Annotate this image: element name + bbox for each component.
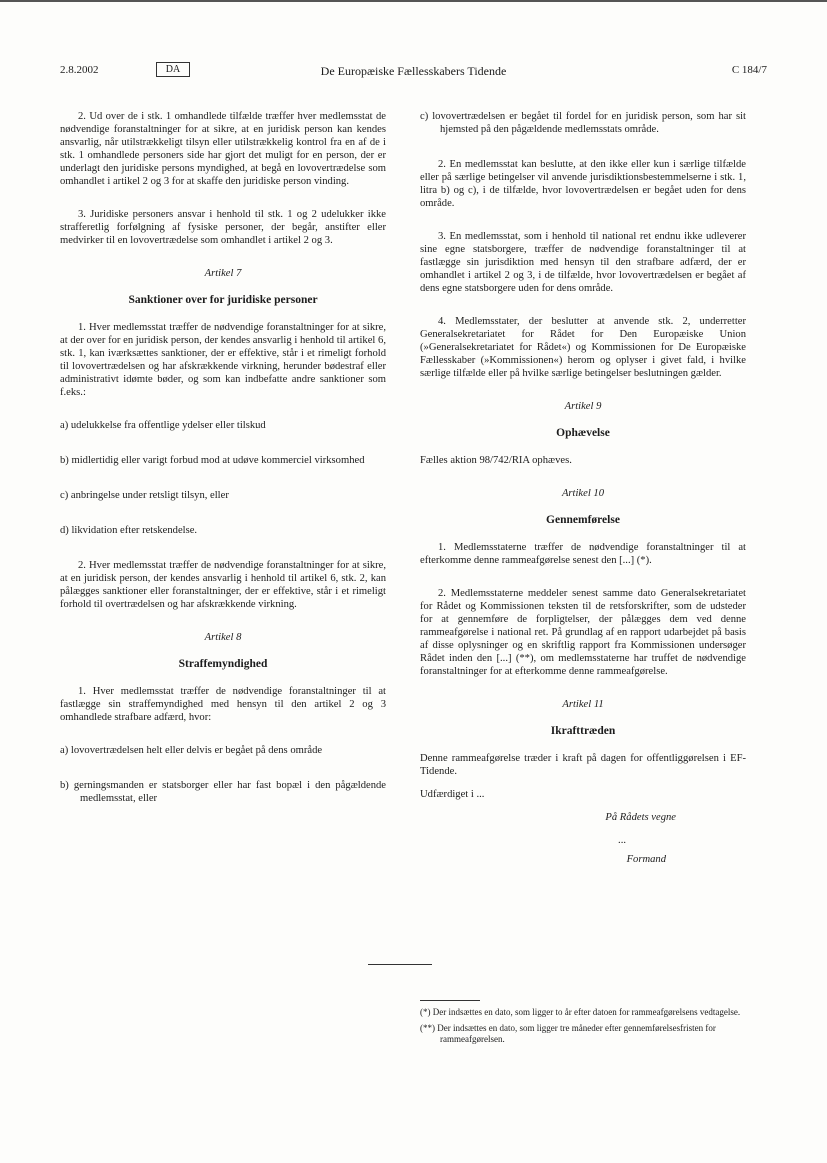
list-item: b) gerningsmanden er statsborger eller har fast bopæl i den pågældende medlemsstat, eller — [60, 780, 386, 804]
paragraph-10-1: 1. Medlemsstaterne træffer de nødvendige foranstaltninger til at efterkomme denne rammeafgørelse senest den [...] (*). — [420, 542, 746, 566]
paragraph-8-2: 2. En medlemsstat kan beslutte, at den ikke eller kun i særlige tilfælde eller på særlige betingelser vil anvende jurisdiktionsbestemmelserne i stk. 1, litra b) og c), i de tilfælde, hvor lovovertrædelsen er begået uden for dens område. — [420, 159, 746, 209]
page-header — [60, 62, 767, 82]
language-badge: DA — [156, 62, 190, 77]
end-separator — [368, 964, 432, 965]
article-9-title: Ophævelse — [556, 427, 610, 439]
article-7-heading: Artikel 7 — [204, 268, 242, 279]
list-item: c) anbringelse under retsligt tilsyn, eller — [60, 490, 229, 501]
page-number: C 184/7 — [731, 64, 767, 76]
footnote: (*) Der indsættes en dato, som ligger to år efter datoen for rammeafgørelsens vedtagelse. — [420, 1007, 741, 1017]
signature-dots: ... — [618, 835, 626, 846]
paragraph-10-2: 2. Medlemsstaterne meddeler senest samme dato Generalsekretariatet for Rådet og Kommissionen teksten til de retsforskrifter, som de udsteder for at gennemføre de forpligtelser, der pålægges dem ved denne rammeafgørelse i national ret. På grundlag af en rapport udarbejdet på basis af disse oplysninger og en skriftlig rapport fra Kommissionen undersøger Rådet inden den [...] (**), om medlemsstaterne har truffet de nødvendige foranstaltninger for at efterkomme denne rammeafgørelse. — [420, 588, 746, 677]
list-item: b) midlertidig eller varigt forbud mod at udøve kommerciel virksomhed — [60, 455, 365, 466]
article-10-heading: Artikel 10 — [561, 488, 605, 499]
article-11-heading: Artikel 11 — [562, 699, 604, 710]
article-9-heading: Artikel 9 — [564, 401, 602, 412]
footnote: (**) Der indsættes en dato, som ligger tre måneder efter gennemførelsesfristen for rammeafgørelsen. — [420, 1023, 716, 1044]
paragraph-8-3: 3. En medlemsstat, som i henhold til national ret endnu ikke udleverer sine egne statsborgere, træffer de nødvendige foranstaltninger til at fastlægge sin jurisdiktion med hensyn til den strafbare adfærd, der er omhandlet i artikel 2 og 3, i de tilfælde, hvor lovovertrædelsen er begået af dens egne statsborgere uden for dens område. — [420, 231, 746, 294]
paragraph-8-1: 1. Hver medlemsstat træffer de nødvendige foranstaltninger til at fastlægge sin straffemyndighed med hensyn til den artikel 2 og 3 omhandlede strafbare adfærd, hvor: — [60, 686, 386, 723]
list-item: c) lovovertrædelsen er begået til fordel for en juridisk person, som har sit hjemsted på den pågældende medlemsstats område. — [420, 111, 746, 135]
done-at: Udfærdiget i ... — [420, 789, 485, 800]
header-date: 2.8.2002 — [60, 64, 99, 76]
signature-council: På Rådets vegne — [605, 812, 676, 823]
article-11-title: Ikrafttræden — [550, 725, 616, 737]
paragraph-11: Denne rammeafgørelse træder i kraft på dagen for offentliggørelsen i EF-Tidende. — [420, 753, 746, 777]
left-column — [60, 110, 386, 827]
paragraph-8-4: 4. Medlemsstater, der beslutter at anvende stk. 2, underretter Generalsekretariatet for Rådet for Den Europæiske Union (»Generalsekretariatet for Rådet«) og Kommissionen for De Europæiske Fællesskaber (»Kommissionen«) herom og oplyser i givet fald, i hvilke særlige tilfælde eller på hvilke særlige betingelser beslutningen gælder. — [420, 316, 746, 379]
paragraph-6-2: 2. Ud over de i stk. 1 omhandlede tilfælde træffer hver medlemsstat de nødvendige foranstaltninger for at sikre, at en juridisk person kan kendes ansvarlig, når utilstrækkeligt tilsyn eller utilstrækkelig kontrol fra en af de i stk. 1 omhandlede personers side har gjort det muligt for en person, der er underlagt den juridiske persons myndighed, at begå en lovovertrædelse som omhandlet i artikel 2 og 3 for at skaffe den juridiske person vinding. — [60, 111, 386, 187]
top-rule — [0, 0, 827, 2]
paragraph-9: Fælles aktion 98/742/RIA ophæves. — [420, 455, 572, 466]
journal-title: De Europæiske Fællesskabers Tidende — [320, 64, 507, 78]
list-item: a) udelukkelse fra offentlige ydelser eller tilskud — [60, 420, 266, 431]
list-item: a) lovovertrædelsen helt eller delvis er begået på dens område — [60, 745, 323, 756]
list-item: d) likvidation efter retskendelse. — [60, 525, 198, 536]
footnote-rule — [420, 1000, 480, 1001]
article-7-title: Sanktioner over for juridiske personer — [128, 294, 318, 306]
article-8-heading: Artikel 8 — [204, 632, 242, 643]
paragraph-6-3: 3. Juridiske personers ansvar i henhold til stk. 1 og 2 udelukker ikke strafferetlig forfølgning af fysiske personer, der begår, anstifter eller medvirker til en lovovertrædelse som omhandlet i artikel 2 og 3. — [60, 209, 386, 246]
right-column — [420, 110, 746, 866]
footnotes — [420, 1007, 750, 1050]
paragraph-7-1: 1. Hver medlemsstat træffer de nødvendige foranstaltninger for at sikre, at der over for en juridisk person, der kendes ansvarlig i henhold til artikel 6, stk. 1, kan iværksættes sanktioner, der er effektive, står i et rimeligt forhold til lovovertrædelsen og har afskrækkende virkning, herunder bødestraf eller administrativt idømte bøder, og som kan indbefatte andre sanktioner som f.eks.: — [60, 322, 386, 398]
article-8-title: Straffemyndighed — [178, 658, 268, 670]
signature-role: Formand — [626, 854, 666, 865]
article-10-title: Gennemførelse — [546, 514, 620, 526]
paragraph-7-2: 2. Hver medlemsstat træffer de nødvendige foranstaltninger for at sikre, at en juridisk person, der kendes ansvarlig i henhold til artikel 6, stk. 2, kan pålægges sanktioner eller foranstaltninger, der er effektive, står i et rimeligt forhold til overtrædelsen og har afskrækkende virkning. — [60, 560, 386, 610]
